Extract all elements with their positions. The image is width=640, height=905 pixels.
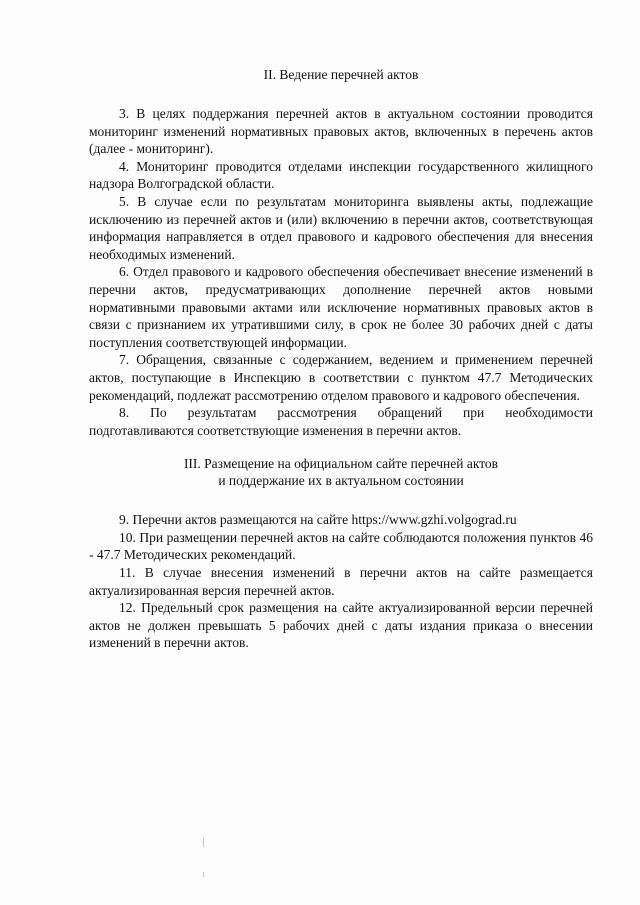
section-2-heading: II. Ведение перечней актов bbox=[263, 67, 419, 82]
paragraph-6: 6. Отдел правового и кадрового обеспечения обеспечивает внесение изменений в перечни актов, предусматривающих дополнение перечней актов новыми нормативными правовыми актами или исключение нормативных правовых актов в связи с признанием их утратившими силу, в срок не более 30 рабочих дней с даты поступления соответствующей информации. bbox=[89, 264, 593, 350]
document-body bbox=[89, 66, 593, 652]
scan-artifact-mark bbox=[203, 838, 204, 847]
paragraph-5: 5. В случае если по результатам мониторинга выявлены акты, подлежащие исключению из перечней актов и (или) включению в перечни актов, соответствующая информация направляется в отдел правового и кадрового обеспечения для внесения необходимых изменений. bbox=[89, 193, 593, 262]
scan-artifact-mark bbox=[203, 872, 204, 877]
paragraph-7: 7. Обращения, связанные с содержанием, ведением и применением перечней актов, поступающие в Инспекцию в соответствии с пунктом 47.7 Методических рекомендаций, подлежат рассмотрению отделом правового и кадрового обеспечения. bbox=[89, 352, 593, 403]
paragraph-11: 11. В случае внесения изменений в перечни актов на сайте размещается актуализированная версия перечней актов. bbox=[89, 565, 593, 598]
paragraph-10: 10. При размещении перечней актов на сайте соблюдаются положения пунктов 46 - 47.7 Методических рекомендаций. bbox=[89, 529, 593, 563]
paragraph-9: 9. Перечни актов размещаются на сайте https://www.gzhi.volgograd.ru bbox=[119, 512, 517, 528]
paragraph-12: 12. Предельный срок размещения на сайте актуализированной версии перечней актов не должен превышать 5 рабочих дней с даты издания приказа о внесении изменений в перечни актов. bbox=[89, 600, 593, 651]
paragraph-3: 3. В целях поддержания перечней актов в актуальном состоянии проводится мониторинг изменений нормативных правовых актов, включенных в перечень актов (далее - мониторинг). bbox=[89, 106, 593, 157]
paragraph-8: 8. По результатам рассмотрения обращений при необходимости подготавливаются соответствующие изменения в перечни актов. bbox=[89, 405, 593, 438]
paragraph-4: 4. Мониторинг проводится отделами инспекции государственного жилищного надзора Волгоградской области. bbox=[89, 158, 593, 192]
section-3-heading-line-2: и поддержание их в актуальном состоянии bbox=[218, 473, 464, 489]
section-3-heading bbox=[89, 455, 593, 489]
section-3-heading-line-1: III. Размещение на официальном сайте перечней актов bbox=[183, 456, 499, 472]
